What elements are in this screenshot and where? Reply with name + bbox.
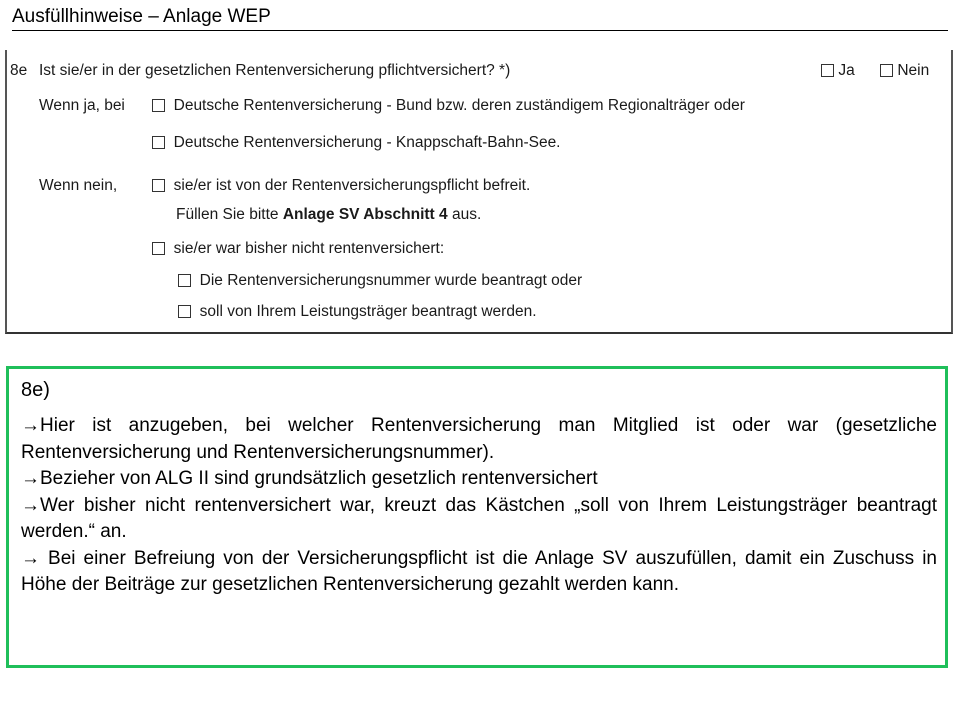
note-text-4: Bei einer Befreiung von der Versicherungspflicht ist die Anlage SV auszufüllen, damit ein Zuschuss in Höhe der Beiträge zur gesetzlichen Rentenversicherung gezahlt werden kann.	[21, 547, 937, 595]
bund-checkbox[interactable]	[152, 99, 165, 112]
beantragt-label: Die Rentenversicherungsnummer wurde beantragt oder	[199, 272, 583, 289]
no-label: Nein	[897, 62, 930, 79]
beantragt-checkbox[interactable]	[178, 274, 191, 287]
explanation-box	[6, 366, 948, 668]
befreit-checkbox[interactable]	[152, 179, 165, 192]
question-text: Ist sie/er in der gesetzlichen Rentenversicherung pflichtversichert? *)	[39, 62, 511, 79]
arrow-icon: →	[21, 415, 40, 436]
if-no-label: Wenn nein,	[39, 177, 118, 194]
knappschaft-checkbox[interactable]	[152, 136, 165, 149]
arrow-icon: →	[21, 494, 40, 516]
note-paragraph	[21, 466, 937, 493]
note-heading: 8e)	[21, 379, 50, 401]
fill-bold: Anlage SV Abschnitt 4	[282, 206, 448, 223]
befreit-label: sie/er ist von der Rentenversicherungspflicht befreit.	[173, 177, 531, 194]
no-option[interactable]	[880, 62, 929, 80]
option-knappschaft[interactable]	[152, 134, 561, 152]
form-section-8e	[5, 50, 953, 334]
option-nicht-versichert[interactable]	[152, 240, 444, 258]
option-traeger[interactable]	[178, 303, 537, 321]
note-body	[21, 413, 937, 599]
note-text-3: Wer bisher nicht rentenversichert war, kreuzt das Kästchen „soll von Ihrem Leistungsträger beantragt werden.“ an.	[21, 494, 937, 542]
arrow-icon: →	[21, 468, 40, 489]
nicht-versichert-checkbox[interactable]	[152, 242, 165, 255]
page-title: Ausfüllhinweise – Anlage WEP	[12, 6, 948, 31]
option-bund[interactable]	[152, 97, 745, 115]
bund-label: Deutsche Rentenversicherung - Bund bzw. deren zuständigem Regionalträger oder	[173, 97, 745, 114]
note-text-2: Bezieher von ALG II sind grundsätzlich gesetzlich rentenversichert	[40, 468, 598, 489]
fill-post: aus.	[447, 206, 482, 223]
note-paragraph	[21, 413, 937, 466]
knappschaft-label: Deutsche Rentenversicherung - Knappschaft-Bahn-See.	[173, 134, 561, 151]
option-beantragt[interactable]	[178, 272, 582, 290]
note-paragraph	[21, 493, 937, 546]
option-befreit[interactable]	[152, 177, 530, 195]
yes-checkbox[interactable]	[821, 64, 834, 77]
arrow-icon: →	[21, 547, 40, 569]
question-number: 8e	[10, 62, 28, 79]
yes-label: Ja	[838, 62, 855, 79]
if-yes-label: Wenn ja, bei	[39, 97, 125, 114]
fill-pre: Füllen Sie bitte	[176, 206, 283, 223]
fill-instruction	[176, 206, 481, 224]
nicht-versichert-label: sie/er war bisher nicht rentenversichert:	[173, 240, 445, 257]
note-text-1: Hier ist anzugeben, bei welcher Rentenversicherung man Mitglied ist oder war (gesetzliche Rentenversicherung und Rentenversicherungsnummer).	[21, 415, 937, 463]
traeger-checkbox[interactable]	[178, 305, 191, 318]
yes-option[interactable]	[821, 62, 855, 80]
traeger-label: soll von Ihrem Leistungsträger beantragt werden.	[199, 303, 537, 320]
note-paragraph	[21, 546, 937, 599]
no-checkbox[interactable]	[880, 64, 893, 77]
